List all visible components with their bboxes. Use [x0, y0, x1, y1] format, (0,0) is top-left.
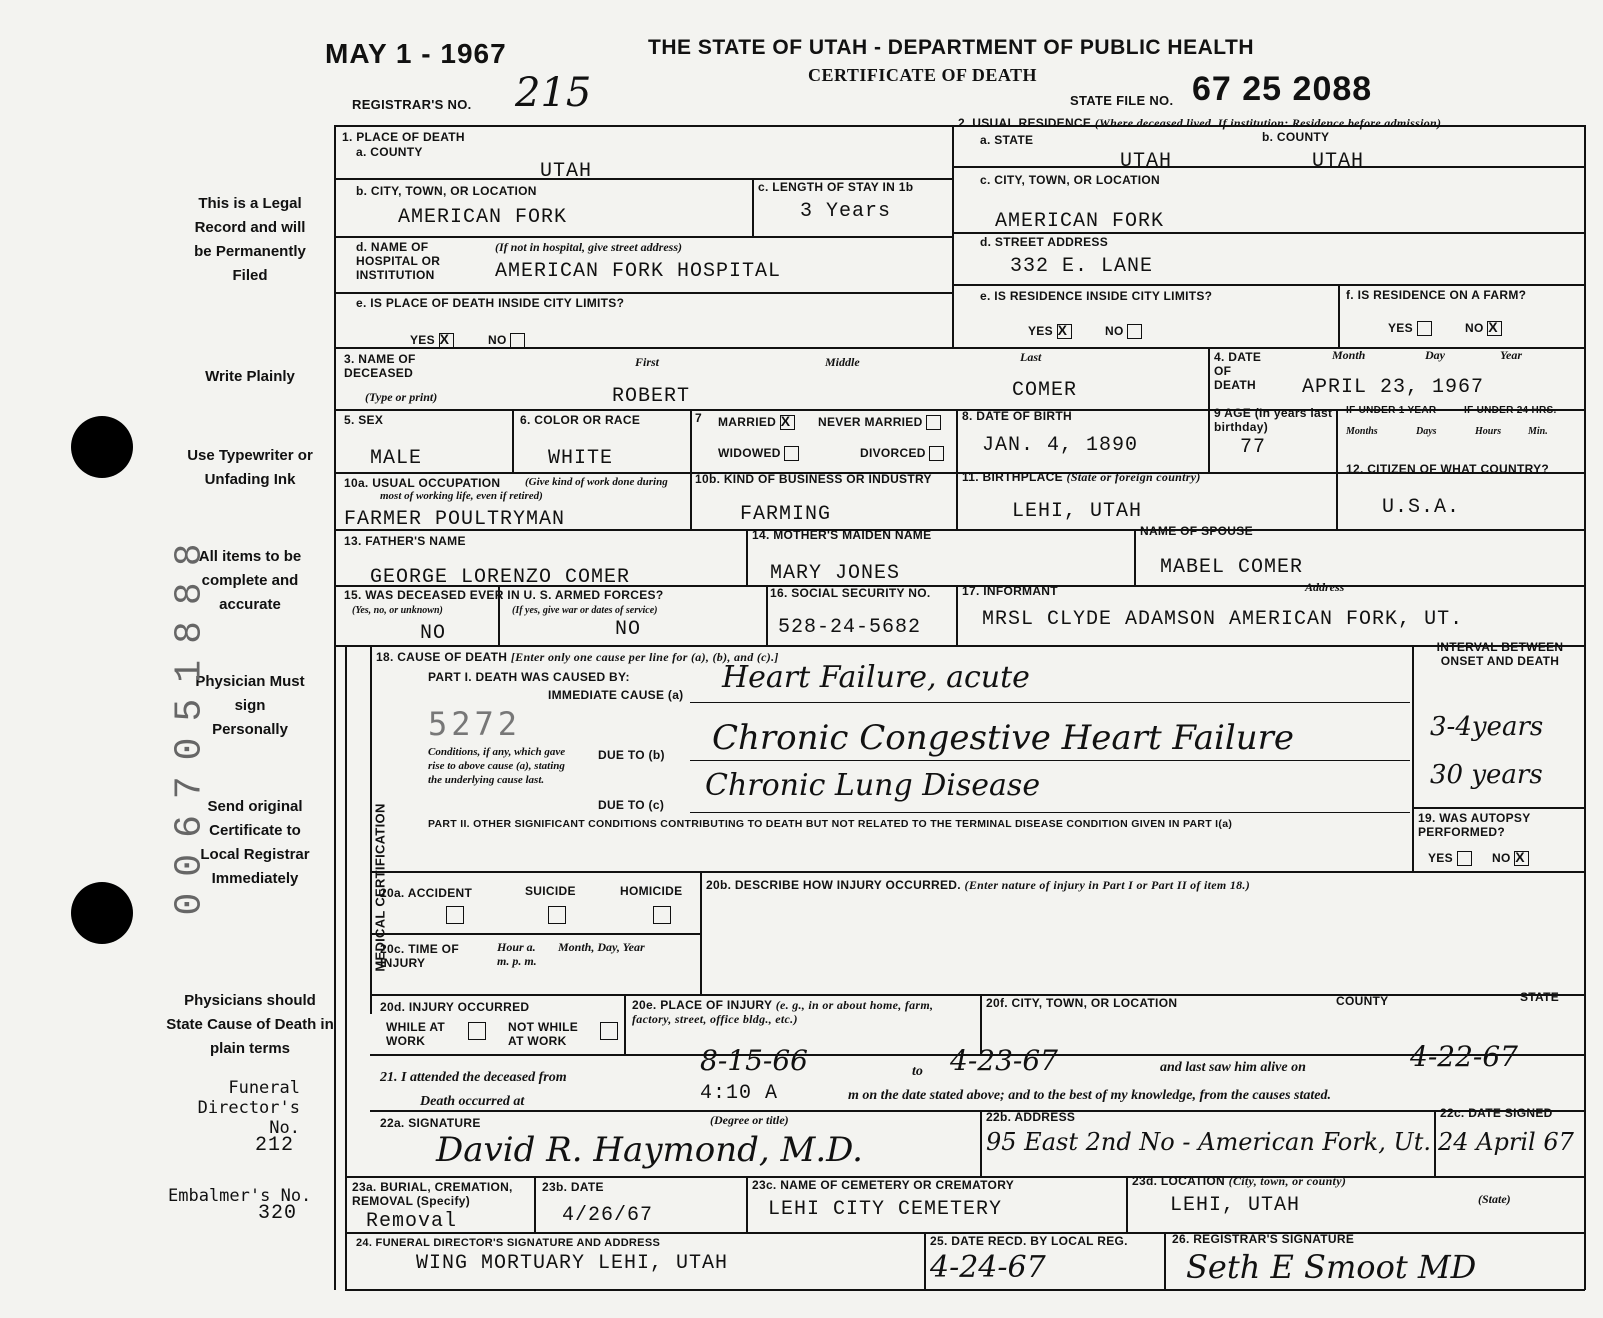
father-name-label: 13. FATHER'S NAME: [344, 534, 466, 548]
sidebar-send-note: Send original Certificate to Local Registrar Immediately: [200, 798, 310, 887]
sidebar-physician-note: Physician Must sign Personally: [195, 673, 305, 738]
armed-forces-label: 15. WAS DECEASED EVER IN U. S. ARMED FORCES?: [344, 588, 664, 602]
injury-occurred-label: 20d. INJURY OCCURRED: [380, 1000, 530, 1014]
burial-location-value: LEHI, UTAH: [1170, 1194, 1301, 1217]
residence-city-limits-no-checkbox[interactable]: [1127, 324, 1142, 339]
hours-label: Hours: [1475, 426, 1502, 437]
county-label: a. COUNTY: [356, 145, 423, 159]
residence-city-limits-yes: YES X: [1028, 324, 1072, 339]
under-1-year-label: IF UNDER 1 YEAR: [1346, 405, 1437, 416]
widowed-option: WIDOWED: [718, 446, 799, 461]
armed-forces-note-1: (Yes, no, or unknown): [352, 605, 443, 616]
embalmer-no-label: Embalmer's No.: [168, 1186, 312, 1206]
attended-to-label: to: [912, 1064, 923, 1079]
last-name-value: COMER: [1012, 379, 1078, 402]
death-occurred-tail: m on the date stated above; and to the best of my knowledge, from the causes stated.: [848, 1088, 1331, 1103]
burial-method-value: Removal: [366, 1210, 458, 1233]
homicide-checkbox[interactable]: [653, 906, 671, 924]
farm-no-checkbox[interactable]: [1487, 321, 1502, 336]
part-1-label: PART I. DEATH WAS CAUSED BY:: [428, 670, 630, 684]
punch-hole-top: [71, 416, 133, 478]
interval-label: INTERVAL BETWEEN ONSET AND DEATH: [1436, 640, 1564, 668]
received-date-stamp: MAY 1 - 1967: [325, 38, 507, 69]
injury-description-label: 20b. DESCRIBE HOW INJURY OCCURRED. (Enter nature of injury in Part I or Part II of item 18.): [706, 878, 1251, 892]
hour-label: Hour a. m. p. m.: [497, 940, 537, 968]
street-address-label: d. STREET ADDRESS: [980, 235, 1109, 249]
length-of-stay-value: 3 Years: [800, 200, 892, 223]
degree-label: (Degree or title): [710, 1113, 789, 1127]
autopsy-no: NO X: [1492, 851, 1529, 866]
form-title: THE STATE OF UTAH - DEPARTMENT OF PUBLIC HEALTH: [648, 36, 1255, 59]
hospital-label: d. NAME OF HOSPITAL OR INSTITUTION: [356, 240, 441, 282]
place-of-death-label: 1. PLACE OF DEATH: [342, 130, 465, 144]
industry-value: FARMING: [740, 503, 832, 526]
service-dates-value: NO: [615, 618, 642, 641]
race-value: WHITE: [548, 447, 614, 470]
under-24-hrs-label: IF UNDER 24 HRS.: [1464, 405, 1557, 416]
death-time-value: 4:10 A: [700, 1082, 779, 1105]
registrar-no-label: REGISTRAR'S NO.: [352, 97, 472, 112]
birthplace-label: 11. BIRTHPLACE (State or foreign country): [962, 470, 1201, 484]
mother-name-value: MARY JONES: [770, 562, 901, 585]
residence-county-value: UTAH: [1312, 150, 1365, 173]
homicide-label: HOMICIDE: [620, 884, 683, 898]
residence-city-value: AMERICAN FORK: [995, 210, 1165, 233]
burial-date-label: 23b. DATE: [542, 1180, 604, 1194]
immediate-cause-value: Heart Failure, acute: [722, 660, 1030, 695]
informant-address-label: Address: [1305, 580, 1345, 594]
physician-address-label: 22b. ADDRESS: [986, 1110, 1076, 1124]
injury-state-label: STATE: [1520, 990, 1560, 1004]
attended-label: 21. I attended the deceased from: [380, 1070, 567, 1085]
interval-c-value: 30 years: [1430, 760, 1543, 790]
date-of-death-label: 4. DATE OF DEATH: [1214, 350, 1262, 392]
not-while-at-work-checkbox[interactable]: [600, 1022, 618, 1040]
first-name-value: ROBERT: [612, 385, 691, 408]
married-checkbox[interactable]: [780, 415, 795, 430]
cause-of-death-label: 18. CAUSE OF DEATH [Enter only one cause per line for (a), (b), and (c).]: [376, 650, 779, 664]
spouse-name-label: NAME OF SPOUSE: [1140, 524, 1253, 538]
suicide-checkbox[interactable]: [548, 906, 566, 924]
immediate-cause-label: IMMEDIATE CAUSE (a): [548, 688, 684, 702]
hospital-note: (If not in hospital, give street address): [495, 240, 683, 254]
cause-code: 5272: [428, 705, 522, 743]
cemetery-value: LEHI CITY CEMETERY: [768, 1198, 1003, 1221]
sidebar-cause-note: Physicians should State Cause of Death in plain terms: [166, 992, 334, 1057]
form-subtitle: CERTIFICATE OF DEATH: [808, 65, 1038, 85]
street-address-value: 332 E. LANE: [1010, 255, 1154, 278]
dod-day-label: Day: [1425, 348, 1445, 362]
date-signed-value: 24 April 67: [1438, 1128, 1574, 1156]
death-city-value: AMERICAN FORK: [398, 206, 568, 229]
farm-label: f. IS RESIDENCE ON A FARM?: [1346, 288, 1527, 302]
date-received-value: 4-24-67: [930, 1250, 1046, 1285]
residence-state-value: UTAH: [1120, 150, 1173, 173]
death-city-limits-yes: YES X: [410, 333, 454, 348]
cemetery-label: 23c. NAME OF CEMETERY OR CREMATORY: [752, 1178, 1015, 1192]
never-married-option: NEVER MARRIED: [818, 415, 941, 430]
month-day-year-label: Month, Day, Year: [558, 940, 645, 954]
citizenship-label: 12. CITIZEN OF WHAT COUNTRY?: [1346, 462, 1550, 476]
ssn-value: 528-24-5682: [778, 616, 922, 639]
part-2-label: PART II. OTHER SIGNIFICANT CONDITIONS CONTRIBUTING TO DEATH BUT NOT RELATED TO THE TERMINAL DISEASE CONDITION GIVEN IN PART I(a): [428, 818, 1233, 830]
state-file-no-value: 67 25 2088: [1192, 70, 1373, 108]
last-saw-value: 4-22-67: [1410, 1040, 1518, 1073]
age-value: 77: [1240, 436, 1267, 459]
interval-b-value: 3-4years: [1430, 712, 1544, 742]
name-of-deceased-label: 3. NAME OF DECEASED: [344, 352, 416, 380]
name-of-deceased-note: (Type or print): [365, 390, 438, 404]
citizenship-value: U.S.A.: [1382, 496, 1461, 519]
mother-name-label: 14. MOTHER'S MAIDEN NAME: [752, 528, 932, 542]
registrar-signature-label: 26. REGISTRAR'S SIGNATURE: [1172, 1232, 1355, 1246]
ssn-label: 16. SOCIAL SECURITY NO.: [770, 586, 931, 600]
sidebar-items-note: All items to be complete and accurate: [198, 548, 302, 613]
hospital-value: AMERICAN FORK HOSPITAL: [495, 260, 782, 283]
residence-city-limits-yes-checkbox[interactable]: [1057, 324, 1072, 339]
informant-value: MRSL CLYDE ADAMSON AMERICAN FORK, UT.: [982, 608, 1464, 631]
length-of-stay-label: c. LENGTH OF STAY IN 1b: [758, 180, 914, 194]
farm-yes: YES: [1388, 321, 1432, 336]
cause-b-value: Chronic Congestive Heart Failure: [712, 718, 1294, 758]
usual-residence-label: 2. USUAL RESIDENCE (Where deceased lived. If institution: Residence before admission): [958, 116, 1442, 130]
occupation-note: (Give kind of work done during most of working life, even if retired): [380, 476, 668, 502]
middle-name-label: Middle: [825, 355, 860, 369]
first-name-label: First: [635, 355, 660, 369]
divorced-option: DIVORCED: [860, 446, 944, 461]
accident-checkbox[interactable]: [446, 906, 464, 924]
farm-yes-checkbox[interactable]: [1417, 321, 1432, 336]
burial-date-value: 4/26/67: [562, 1204, 654, 1227]
while-at-work-checkbox[interactable]: [468, 1022, 486, 1040]
divorced-checkbox[interactable]: [929, 446, 944, 461]
punch-hole-bottom: [71, 882, 133, 944]
autopsy-label: 19. WAS AUTOPSY PERFORMED?: [1418, 811, 1531, 839]
vertical-serial-number: 0067051888: [168, 527, 212, 916]
date-received-label: 25. DATE RECD. BY LOCAL REG.: [930, 1234, 1128, 1248]
not-while-at-work-label: NOT WHILE AT WORK: [508, 1020, 579, 1048]
autopsy-yes: YES: [1428, 851, 1472, 866]
residence-county-label: b. COUNTY: [1262, 130, 1330, 144]
date-of-birth-value: JAN. 4, 1890: [982, 434, 1139, 457]
suicide-label: SUICIDE: [525, 884, 576, 898]
death-city-label: b. CITY, TOWN, OR LOCATION: [356, 184, 537, 198]
place-of-injury-label: 20e. PLACE OF INJURY (e. g., in or about home, farm, factory, street, office bldg., etc.): [632, 998, 934, 1026]
date-of-birth-label: 8. DATE OF BIRTH: [962, 409, 1072, 423]
last-name-label: Last: [1020, 350, 1042, 364]
registrar-no-value: 215: [515, 70, 592, 116]
occupation-value: FARMER POULTRYMAN: [344, 508, 566, 531]
medical-certification-vertical-label: MEDICAL CERTIFICATION: [372, 803, 388, 972]
while-at-work-label: WHILE AT WORK: [386, 1020, 446, 1048]
residence-city-limits-no: NO: [1105, 324, 1142, 339]
sidebar-typewriter-note: Use Typewriter or Unfading Ink: [187, 447, 313, 488]
attended-from-value: 8-15-66: [700, 1044, 808, 1077]
death-city-limits-no: NO: [488, 333, 525, 348]
spouse-name-value: MABEL COMER: [1160, 556, 1304, 579]
physician-signature: David R. Haymond, M.D.: [436, 1130, 863, 1170]
sex-value: MALE: [370, 447, 423, 470]
armed-forces-note-2: (If yes, give war or dates of service): [512, 605, 658, 616]
birthplace-value: LEHI, UTAH: [1012, 500, 1143, 523]
marital-item-number: 7: [695, 411, 702, 425]
farm-no: NO X: [1465, 321, 1502, 336]
time-of-injury-label: 20c. TIME OF INJURY: [380, 942, 459, 970]
race-label: 6. COLOR OR RACE: [520, 413, 641, 427]
industry-label: 10b. KIND OF BUSINESS OR INDUSTRY: [695, 472, 932, 486]
funeral-director-no-label: Funeral Director's No.: [197, 1078, 300, 1138]
state-file-no-label: STATE FILE NO.: [1070, 93, 1174, 108]
death-city-limits-no-checkbox[interactable]: [510, 333, 525, 348]
sidebar-write-note: Write Plainly: [205, 368, 295, 385]
residence-state-label: a. STATE: [980, 133, 1034, 147]
sidebar-legal-note: This is a Legal Record and will be Permanently Filed: [194, 195, 306, 284]
armed-forces-value: NO: [420, 622, 447, 645]
autopsy-no-checkbox[interactable]: [1514, 851, 1529, 866]
father-name-value: GEORGE LORENZO COMER: [370, 566, 631, 589]
residence-city-limits-label: e. IS RESIDENCE INSIDE CITY LIMITS?: [980, 289, 1213, 303]
last-saw-label: and last saw him alive on: [1160, 1060, 1306, 1075]
sex-label: 5. SEX: [344, 413, 384, 427]
cause-c-value: Chronic Lung Disease: [705, 768, 1041, 803]
months-label: Months: [1346, 426, 1378, 437]
due-to-c-label: DUE TO (c): [598, 798, 665, 812]
autopsy-yes-checkbox[interactable]: [1457, 851, 1472, 866]
days-label: Days: [1416, 426, 1437, 437]
funeral-director-value: WING MORTUARY LEHI, UTAH: [416, 1252, 729, 1275]
death-city-limits-label: e. IS PLACE OF DEATH INSIDE CITY LIMITS?: [356, 296, 625, 310]
dod-month-label: Month: [1332, 348, 1366, 362]
death-county-value: UTAH: [540, 160, 593, 183]
funeral-director-label: 24. FUNERAL DIRECTOR'S SIGNATURE AND ADDRESS: [356, 1237, 661, 1249]
funeral-director-no-value: 212: [255, 1134, 295, 1157]
embalmer-no-value: 320: [258, 1202, 298, 1225]
injury-county-label: COUNTY: [1336, 994, 1389, 1008]
injury-city-label: 20f. CITY, TOWN, OR LOCATION: [986, 996, 1178, 1010]
due-to-b-label: DUE TO (b): [598, 748, 665, 762]
widowed-checkbox[interactable]: [784, 446, 799, 461]
age-label: 9 AGE (In years last birthday): [1214, 406, 1333, 434]
burial-method-label: 23a. BURIAL, CREMATION, REMOVAL (Specify): [352, 1180, 513, 1208]
physician-address-value: 95 East 2nd No - American Fork, Ut.: [986, 1128, 1431, 1156]
burial-state-note: (State): [1478, 1192, 1511, 1206]
attended-to-value: 4-23-67: [950, 1044, 1058, 1077]
registrar-signature: Seth E Smoot MD: [1186, 1248, 1477, 1286]
conditions-note: Conditions, if any, which gave rise to above cause (a), stating the underlying cause last.: [428, 746, 566, 786]
date-signed-label: 22c. DATE SIGNED: [1440, 1106, 1553, 1120]
dod-year-label: Year: [1500, 348, 1522, 362]
residence-city-label: c. CITY, TOWN, OR LOCATION: [980, 173, 1161, 187]
minutes-label: Min.: [1528, 426, 1548, 437]
married-option: MARRIED X: [718, 415, 795, 430]
death-occurred-label: Death occurred at: [420, 1094, 525, 1109]
death-city-limits-yes-checkbox[interactable]: [439, 333, 454, 348]
accident-label: 20a. ACCIDENT: [380, 886, 473, 900]
signature-label: 22a. SIGNATURE: [380, 1116, 481, 1130]
informant-label: 17. INFORMANT: [962, 584, 1058, 598]
occupation-label: 10a. USUAL OCCUPATION: [344, 476, 501, 490]
burial-location-label: 23d. LOCATION (City, town, or county): [1132, 1174, 1347, 1188]
date-of-death-value: APRIL 23, 1967: [1302, 376, 1485, 399]
never-married-checkbox[interactable]: [926, 415, 941, 430]
